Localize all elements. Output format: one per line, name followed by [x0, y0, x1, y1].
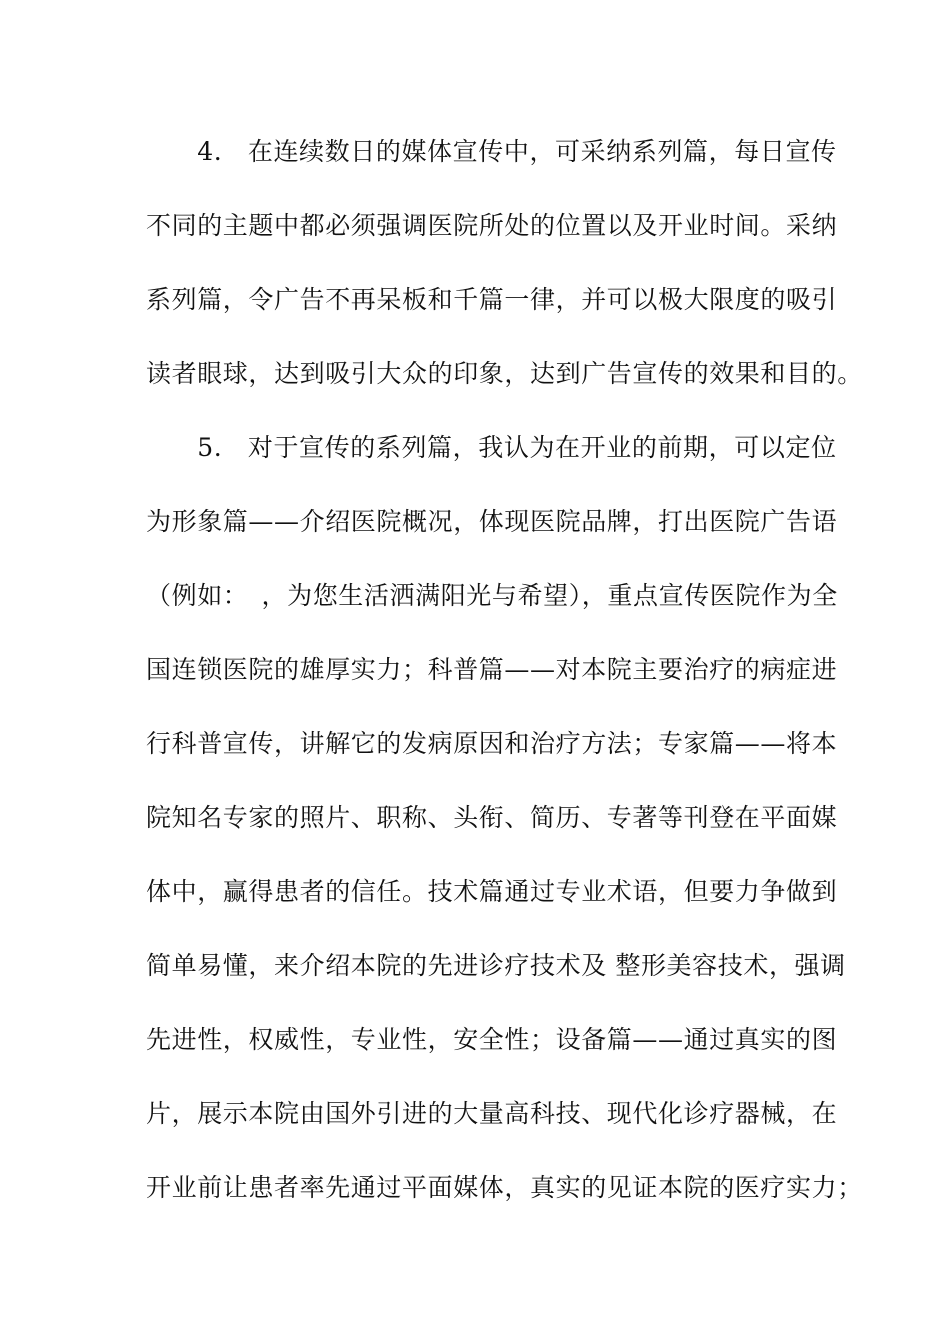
text-line: 先进性，权威性，专业性，安全性；设备篇——通过真实的图 — [146, 1025, 838, 1054]
text-line: 为形象篇——介绍医院概况，体现医院品牌，打出医院广告语 — [146, 507, 838, 536]
text-line: （例如： ，为您生活洒满阳光与希望），重点宣传医院作为全 — [146, 581, 838, 610]
text-line: 开业前让患者率先通过平面媒体，真实的见证本院的医疗实力； — [146, 1173, 863, 1202]
text-line: 体中，赢得患者的信任。技术篇通过专业术语，但要力争做到 — [146, 877, 838, 906]
text-line: 系列篇，令广告不再呆板和千篇一律，并可以极大限度的吸引 — [146, 285, 838, 314]
text-line: 读者眼球，达到吸引大众的印象，达到广告宣传的效果和目的。 — [146, 359, 863, 388]
text-line: 5. 对于宣传的系列篇，我认为在开业的前期，可以定位 — [146, 433, 837, 462]
text-line: 院知名专家的照片、职称、头衔、简历、专著等刊登在平面媒 — [146, 803, 838, 832]
text-line: 行科普宣传，讲解它的发病原因和治疗方法；专家篇——将本 — [146, 729, 838, 758]
text-line: 不同的主题中都必须强调医院所处的位置以及开业时间。采纳 — [146, 211, 838, 240]
text-line: 国连锁医院的雄厚实力；科普篇——对本院主要治疗的病症进 — [146, 655, 838, 684]
text-line: 片，展示本院由国外引进的大量高科技、现代化诊疗器械，在 — [146, 1099, 838, 1128]
text-line: 简单易懂，来介绍本院的先进诊疗技术及 整形美容技术，强调 — [146, 951, 846, 980]
text-line: 4. 在连续数日的媒体宣传中，可采纳系列篇，每日宣传 — [146, 137, 837, 166]
